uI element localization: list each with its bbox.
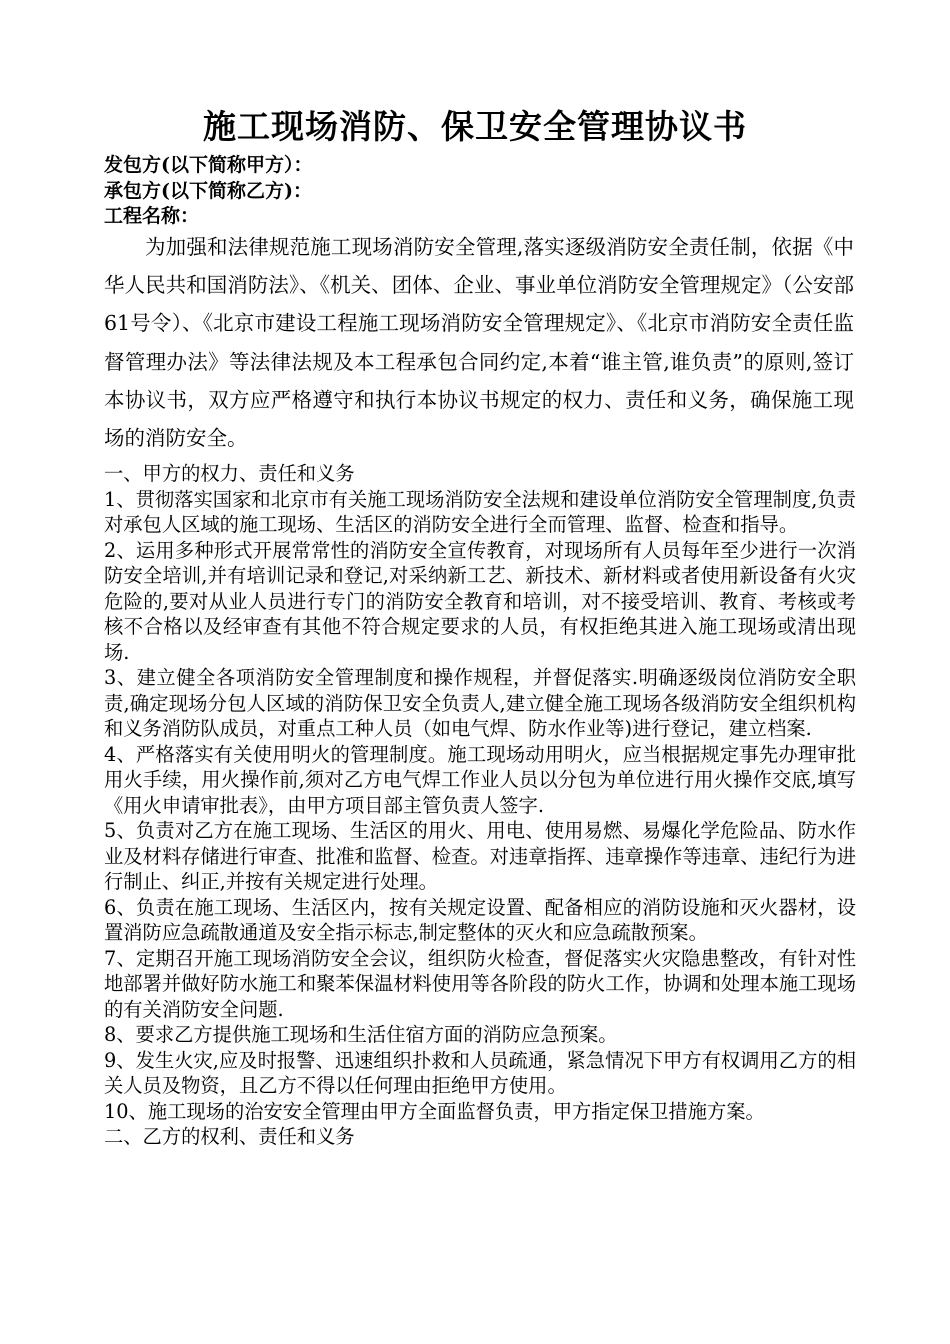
party-b-line: 承包方(以下简称乙方)： [104,180,312,202]
party-a-line: 发包方(以下简称甲方）： [104,154,313,176]
clause-10: 10、施工现场的治安安全管理由甲方全面监督负责，甲方指定保卫措施方案。 [104,1099,765,1123]
clause-4: 4、严格落实有关使用明火的管理制度。施工现场动用明火，应当根据规定事先办理审批用火手续，用火操作前,须对乙方电气焊工作业人员以分包为单位进行用火操作交底,填写《用火申请审批表》，由甲方项目部主管负责人签字. [104,742,856,817]
clause-2: 2、运用多种形式开展常常性的消防安全宣传教育，对现场所有人员每年至少进行一次消防安全培训,并有培训记录和登记,对采纳新工艺、新技术、新材料或者使用新设备有火灾危险的,要对从业人员进行专门的消防安全教育和培训，对不接受培训、教育、考核或考核不合格以及经审查有其他不符合规定要求的人员，有权拒绝其进入施工现场或清出现场. [104,538,856,664]
section-1-heading: 一、甲方的权力、责任和义务 [104,462,355,485]
project-name-line: 工程名称： [104,205,200,227]
clause-3: 3、建立健全各项消防安全管理制度和操作规程，并督促落实.明确逐级岗位消防安全职责,确定现场分包人区域的消防保卫安全负责人,建立健全施工现场各级消防安全组织机构和义务消防队成员，对重点工种人员（如电气焊、防水作业等)进行登记，建立档案. [104,666,856,740]
document-title: 施工现场消防、保卫安全管理协议书 [203,107,747,146]
section-2-heading: 二、乙方的权利、责任和义务 [104,1125,355,1148]
clause-9: 9、发生火灾,应及时报警、迅速组织扑救和人员疏通，紧急情况下甲方有权调用乙方的相关人员及物资，且乙方不得以任何理由拒绝甲方使用。 [104,1048,856,1097]
clause-1: 1、贯彻落实国家和北京市有关施工现场消防安全法规和建设单位消防安全管理制度,负责对承包人区域的施工现场、生活区的消防安全进行全而管理、监督、检查和指导。 [104,487,856,536]
clause-7: 7、定期召开施工现场消防安全会议，组织防火检查，督促落实火灾隐患整改，有针对性地部署并做好防水施工和聚苯保温材料使用等各阶段的防火工作，协调和处理本施工现场的有关消防安全问题. [104,946,856,1021]
clause-6: 6、负责在施工现场、生活区内，按有关规定设置、配备相应的消防设施和灭火器材，设置消防应急疏散通道及安全指示标志,制定整体的灭火和应急疏散预案。 [104,895,856,944]
intro-paragraph: 为加强和法律规范施工现场消防安全管理,落实逐级消防安全责任制，依据《中华人民共和国消防法》、《机关、团体、企业、事业单位消防安全管理规定》（公安部61号令）、《北京市建设工程施工现场消防安全管理规定》、《北京市消防安全责任监督管理办法》等法律法规及本工程承包合同约定,本着“谁主管,谁负责”的原则,签订本协议书，双方应严格遵守和执行本协议书规定的权力、责任和义务，确保施工现场的消防安全。 [104,235,854,451]
clause-8: 8、要求乙方提供施工现场和生活住宿方面的消防应急预案。 [104,1023,618,1046]
document-body [104,461,856,1150]
clause-5: 5、负责对乙方在施工现场、生活区的用火、用电、使用易燃、易爆化学危险品、防水作业及材料存储进行审查、批准和监督、检查。对违章指挥、违章操作等违章、违纪行为进行制止、纠正,并按有关规定进行处理。 [104,819,856,893]
